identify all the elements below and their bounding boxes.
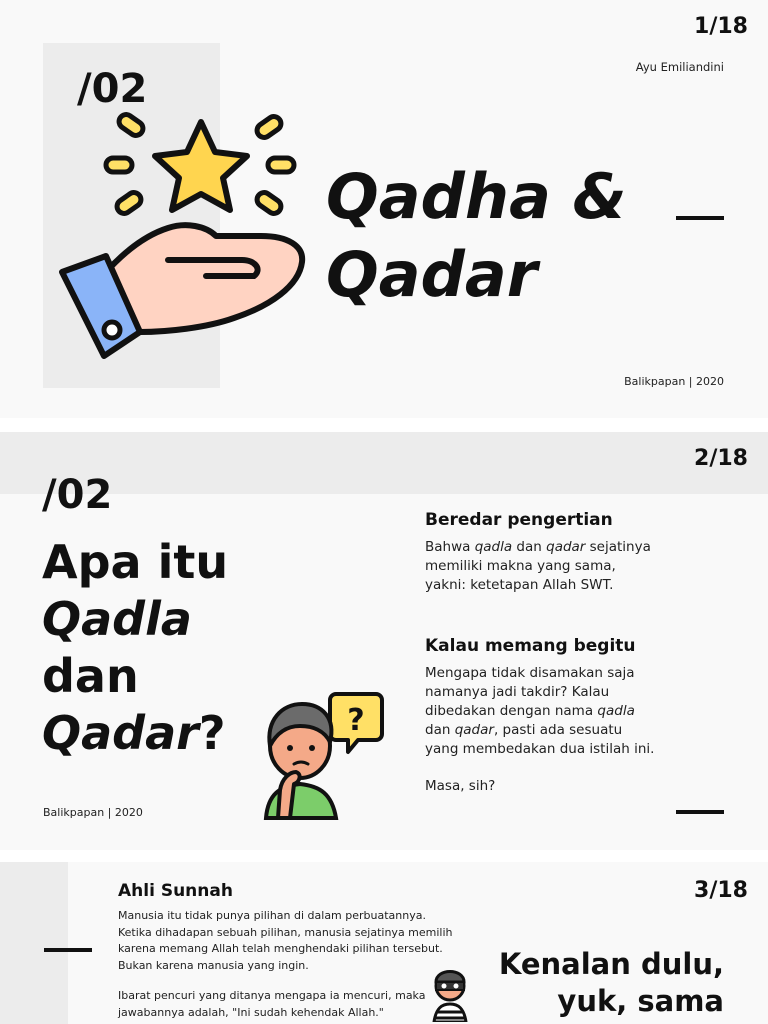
footer: Balikpapan | 2020 xyxy=(624,375,724,388)
title-line-2: Qadla xyxy=(42,592,192,646)
section-2-text: Mengapa tidak disamakan saja namanya jadi takdir? Kalau dibedakan dengan nama qadla dan qadar, pasti ada sesuatu yang membedakan dua istilah ini. xyxy=(425,665,655,757)
section-2-tail: Masa, sih? xyxy=(425,778,496,794)
title-line-1: Apa itu xyxy=(42,535,229,589)
paragraph-1: Manusia itu tidak punya pilihan di dalam perbuatannya. Ketika dihadapan sebuah pilihan, manusia sejatinya memilih karena memang Allah telah menghendaki pilihan tersebut. Bukan karena manusia yang ingin. xyxy=(118,909,453,972)
slide-title xyxy=(326,158,627,314)
section-heading: Ahli Sunnah xyxy=(118,881,233,901)
dash-divider xyxy=(44,948,92,952)
slide-title xyxy=(42,534,228,762)
svg-text:?: ? xyxy=(347,703,365,738)
gray-panel xyxy=(0,862,68,1024)
dash-divider xyxy=(676,810,724,814)
title-line-3: dan xyxy=(42,649,139,703)
section-2-heading: Kalau memang begitu xyxy=(425,636,636,656)
dash-divider xyxy=(676,216,724,220)
page-number: 3/18 xyxy=(694,878,748,903)
thinking-person-icon xyxy=(256,690,384,820)
author: Ayu Emiliandini xyxy=(635,60,724,74)
page-number: 2/18 xyxy=(694,446,748,471)
footer: Balikpapan | 2020 xyxy=(43,806,143,819)
slide-1 xyxy=(0,0,768,418)
page-number: 1/18 xyxy=(694,14,748,39)
title-line-2: yuk, sama xyxy=(557,984,724,1018)
title-line-4: Qadar xyxy=(42,706,199,760)
section-1-text: Bahwa qadla dan qadar sejatinya memiliki makna yang sama, yakni: ketetapan Allah SWT. xyxy=(425,539,651,593)
title-line-2: Qadar xyxy=(326,238,538,311)
section-1-heading: Beredar pengertian xyxy=(425,510,613,530)
slide-title xyxy=(499,946,724,1020)
title-line-1: Kenalan dulu, xyxy=(498,947,724,981)
slide-index: /02 xyxy=(42,472,113,518)
hand-star-icon xyxy=(56,110,312,366)
title-question-mark: ? xyxy=(198,706,226,760)
gray-band xyxy=(0,432,768,494)
slide-index: /02 xyxy=(77,66,148,112)
thief-icon xyxy=(428,960,472,1022)
title-line-1: Qadha & xyxy=(326,160,627,233)
paragraph-2: Ibarat pencuri yang ditanya mengapa ia mencuri, maka jawabannya adalah, "Ini sudah kehendak Allah." xyxy=(118,989,426,1019)
